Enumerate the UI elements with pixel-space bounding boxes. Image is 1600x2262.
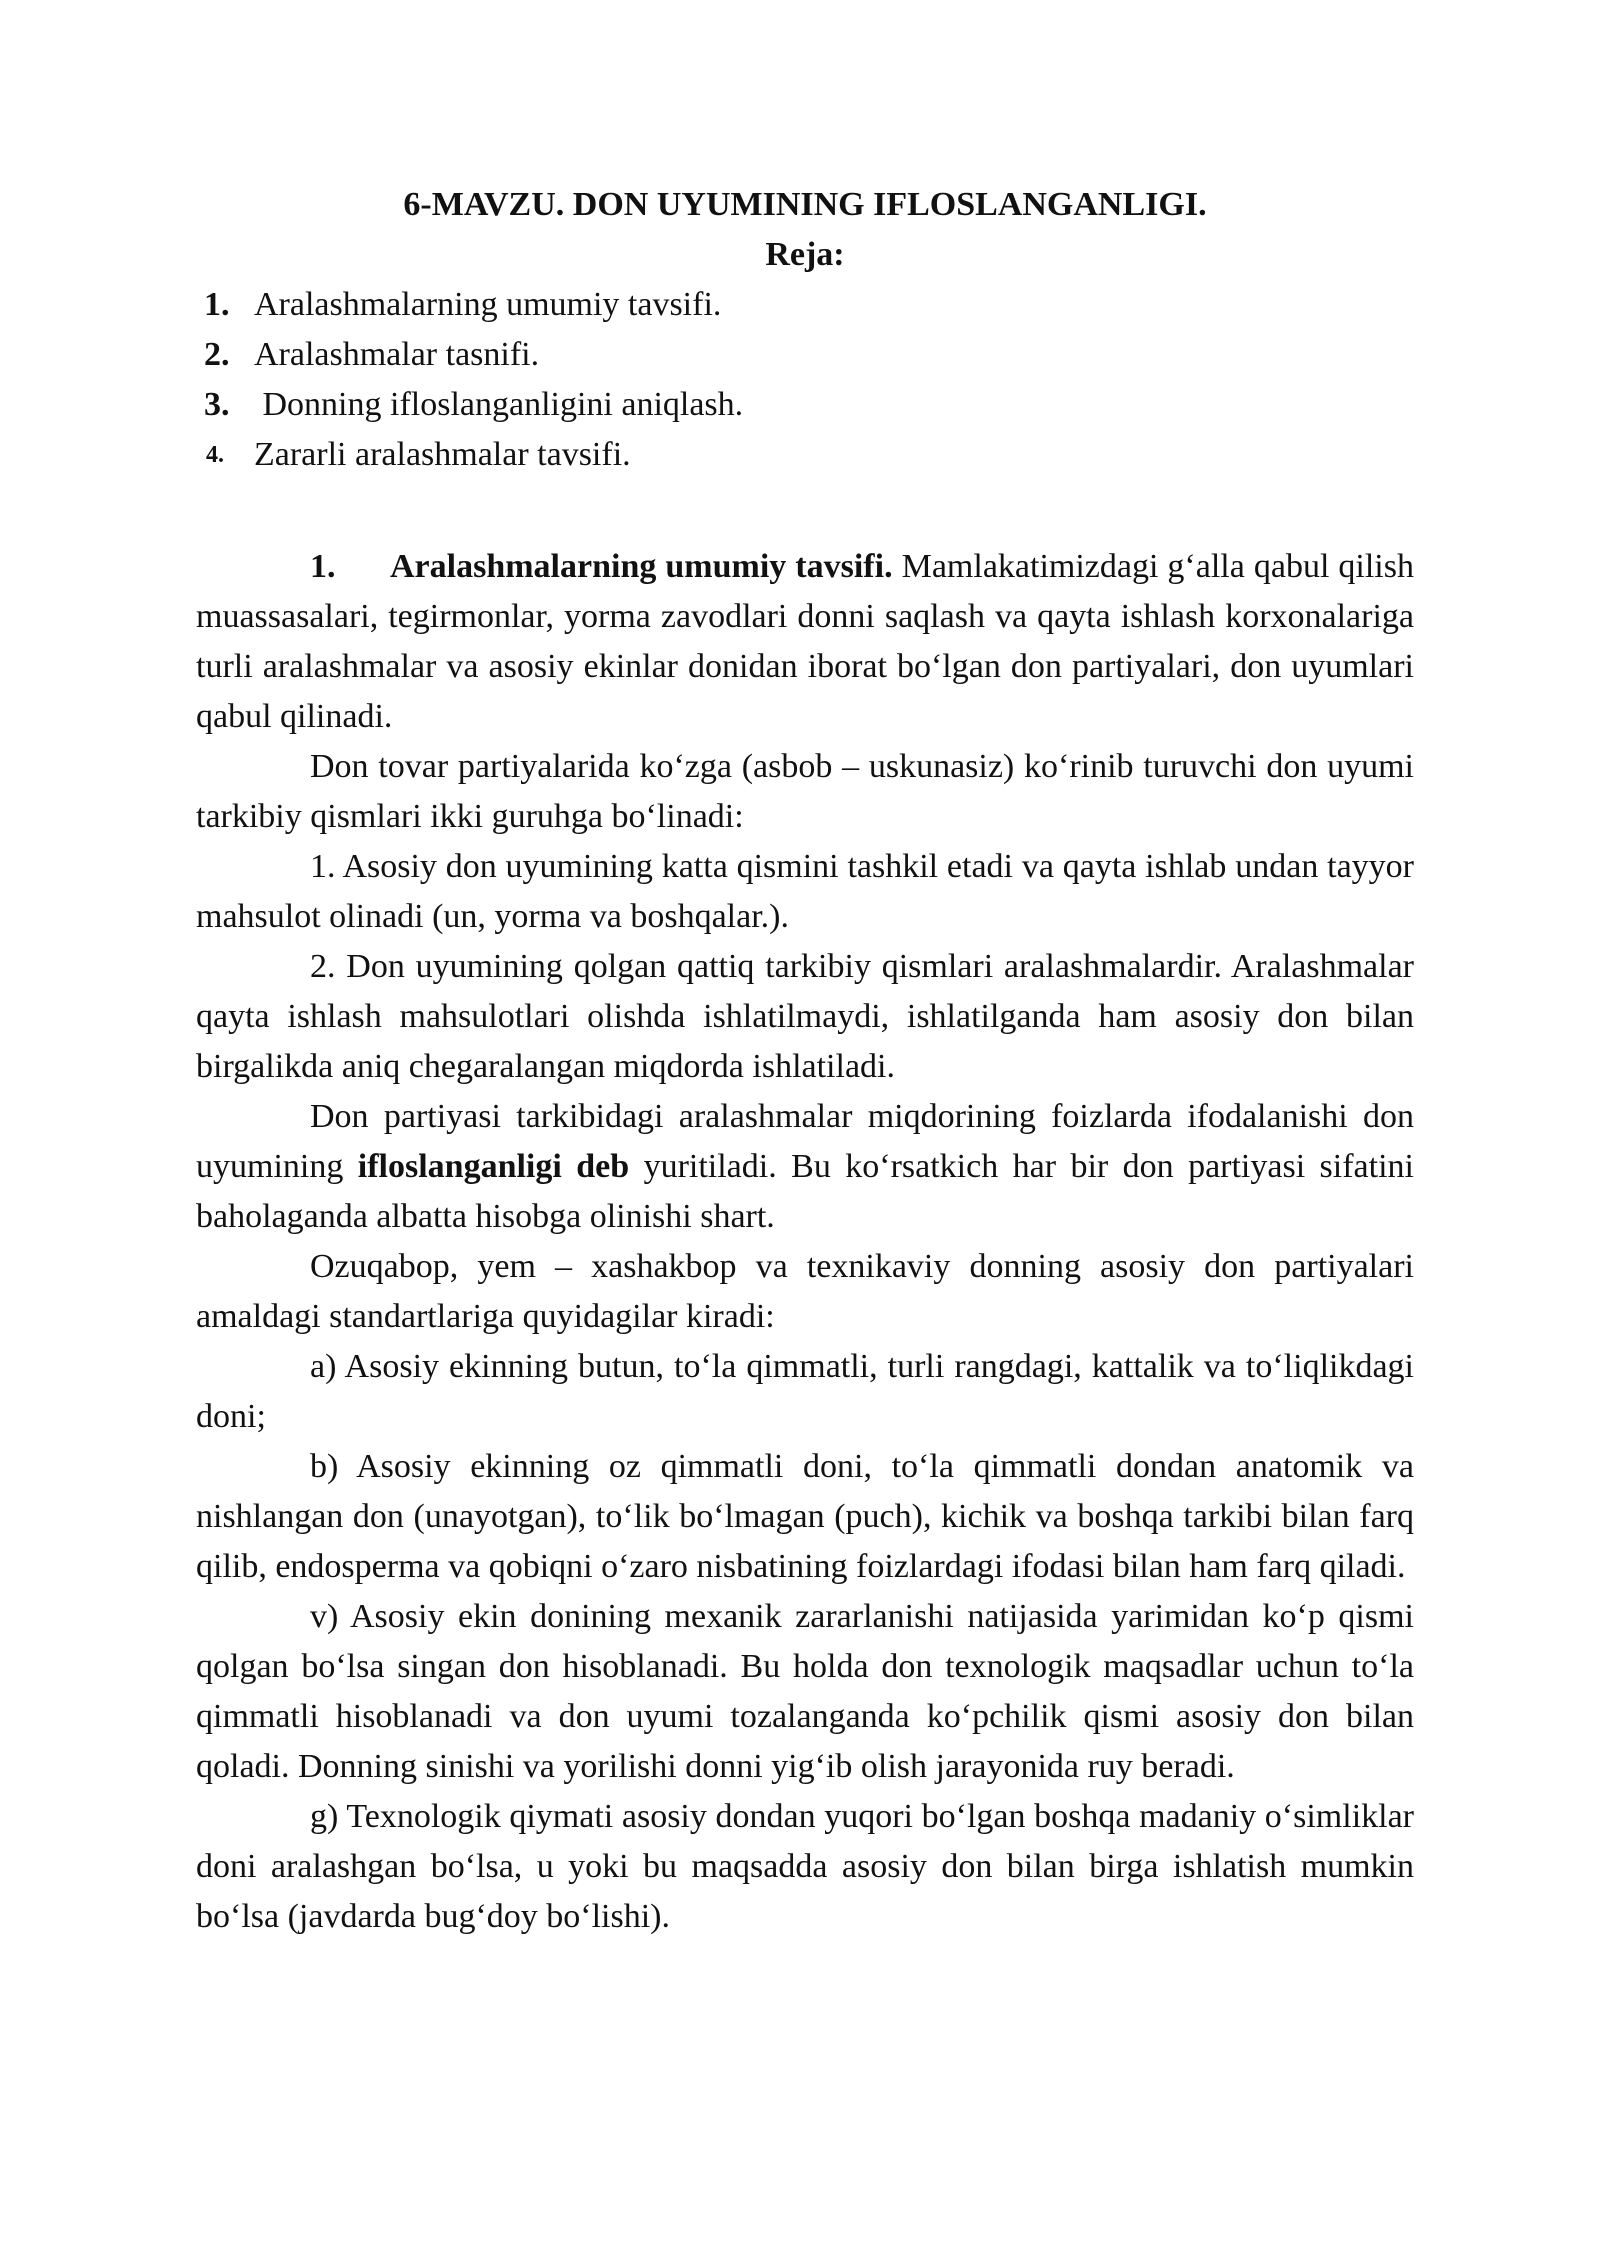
plan-item [196,380,1414,430]
paragraph: 2. Don uyumining qolgan qattiq tarkibiy qismlari aralashmalardir. Aralashmalar qayta ishlash mahsulotlari olishda ishlatilmaydi, ishlatilganda ham asosiy don bilan birgalikda aniq chegaralangan miqdorda ishlatiladi. [196,948,1414,1085]
plan-item-number: 4. [206,442,224,468]
paragraph: a) Asosiy ekinning butun, to‘la qimmatli, turli rangdagi, kattalik va to‘liqlikdagi doni; [196,1348,1414,1435]
plan-item-text: Donning ifloslanganligini aniqlash. [254,386,744,423]
plan-item-text: Aralashmalar tasnifi. [254,336,540,373]
paragraph: 1. Asosiy don uyumining katta qismini tashkil etadi va qayta ishlab undan tayyor mahsulot olinadi (un, yorma va boshqalar.). [196,848,1414,935]
document-title: 6-MAVZU. DON UYUMINING IFLOSLANGANLIGI. [403,186,1207,223]
plan-item-number: 2. [204,336,230,373]
plan-item-number: 1. [204,286,230,323]
plan-list [196,280,1414,480]
paragraph: b) Asosiy ekinning oz qimmatli doni, to‘la qimmatli dondan anatomik va nishlangan don (unayotgan), to‘lik bo‘lmagan (puch), kichik va boshqa tarkibi bilan farq qilib, endosperma va qobiqni o‘zaro nisbatining foizlardagi ifodasi bilan ham farq qiladi. [196,1448,1414,1585]
plan-heading: Reja: [765,236,845,273]
section-heading: Aralashmalarning umumiy tavsifi. [390,548,893,585]
plan-item-text: Zararli aralashmalar tavsifi. [254,436,631,473]
section-text: Mamlakatimizdagi g‘alla qabul qilish muassasalari, tegirmonlar, yorma zavodlari donni saqlash va qayta ishlash korxonalariga turli aralashmalar va asosiy ekinlar donidan iborat bo‘lgan don partiyalari, don uyumlari qabul qilinadi. [196,548,1414,735]
plan-item-text: Aralashmalarning umumiy tavsifi. [254,286,722,323]
term-bold: ifloslanganligi deb [357,1148,630,1185]
paragraph: g) Texnologik qiymati asosiy dondan yuqori bo‘lgan boshqa madaniy o‘simliklar doni aralashgan bo‘lsa, u yoki bu maqsadda asosiy don bilan birga ishlatish mumkin bo‘lsa (javdarda bug‘doy bo‘lishi). [196,1798,1414,1935]
document-page [196,180,1414,1942]
plan-item [196,280,1414,330]
section-number: 1. [310,548,336,585]
paragraph [196,1092,1414,1242]
section-1-paragraph [196,542,1414,742]
paragraph: Don tovar partiyalarida ko‘zga (asbob – uskunasiz) ko‘rinib turuvchi don uyumi tarkibiy qismlari ikki guruhga bo‘linadi: [196,748,1414,835]
paragraph: Ozuqabop, yem – xashakbop va texnikaviy donning asosiy don partiyalari amaldagi standartlariga quyidagilar kiradi: [196,1248,1414,1335]
paragraph-text: yuritiladi. Bu ko‘rsatkich har bir don partiyasi sifatini baholaganda albatta hisobga olinishi shart. [196,1148,1414,1235]
section-spacer [196,480,1414,542]
plan-item-number: 3. [204,386,230,423]
paragraph: v) Asosiy ekin donining mexanik zararlanishi natijasida yarimidan ko‘p qismi qolgan bo‘lsa singan don hisoblanadi. Bu holda don texnologik maqsadlar uchun to‘la qimmatli hisoblanadi va don uyumi tozalanganda ko‘pchilik qismi asosiy don bilan qoladi. Donning sinishi va yorilishi donni yig‘ib olish jarayonida ruy beradi. [196,1598,1414,1785]
plan-item [196,330,1414,380]
plan-item [196,430,1414,480]
paragraph-text: Don partiyasi tarkibidagi aralashmalar miqdorining foizlarda ifodalanishi don uyumining [196,1098,1414,1185]
